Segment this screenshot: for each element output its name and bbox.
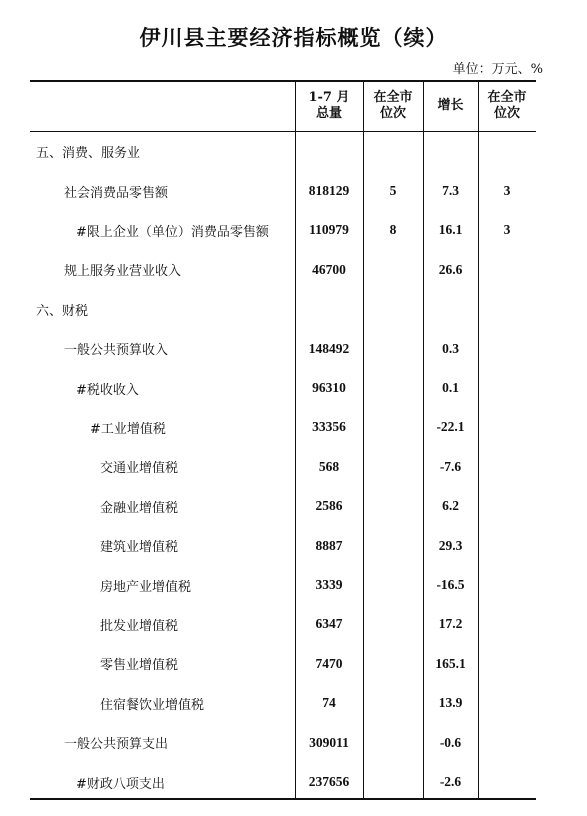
cell-growth: 0.1 bbox=[442, 380, 459, 396]
cell-growth: -2.6 bbox=[439, 774, 462, 790]
cell-rank-2 bbox=[478, 290, 536, 329]
cell-rank-2 bbox=[478, 644, 536, 683]
header-rank-1-line1: 在全市 bbox=[373, 90, 413, 105]
table-row bbox=[30, 290, 536, 329]
cell-total: 818129 bbox=[308, 183, 350, 199]
table-row bbox=[30, 684, 536, 723]
cell-rank-1: 5 bbox=[389, 183, 397, 199]
cell-rank-2 bbox=[478, 684, 536, 723]
table-row bbox=[30, 368, 536, 407]
cell-rank-2: 3 bbox=[503, 222, 511, 238]
table-row bbox=[30, 565, 536, 604]
row-label: 零售业增值税 bbox=[100, 658, 179, 674]
cell-growth: 6.2 bbox=[442, 498, 459, 514]
header-rank-2-line2: 位次 bbox=[493, 106, 520, 121]
cell-rank-2 bbox=[478, 565, 536, 604]
table-row bbox=[30, 408, 536, 447]
row-label: 一般公共预算收入 bbox=[64, 343, 169, 359]
row-label: 规上服务业营业收入 bbox=[64, 264, 182, 280]
indicator-table bbox=[30, 80, 536, 800]
table-row bbox=[30, 171, 536, 210]
cell-rank-2 bbox=[478, 132, 536, 171]
page-title: 伊川县主要经济指标概览（续） bbox=[139, 25, 448, 50]
cell-growth: 165.1 bbox=[435, 655, 466, 671]
cell-rank-2 bbox=[478, 447, 536, 486]
row-label: 社会消费品零售额 bbox=[64, 185, 169, 201]
cell-rank-2 bbox=[478, 408, 536, 447]
cell-rank-2 bbox=[478, 487, 536, 526]
row-label: 房地产业增值税 bbox=[100, 579, 192, 595]
cell-total: 2586 bbox=[315, 498, 343, 514]
cell-total: 33356 bbox=[312, 419, 346, 435]
row-label: 金融业增值税 bbox=[100, 500, 179, 516]
cell-rank-2 bbox=[478, 526, 536, 565]
row-label: 批发业增值税 bbox=[100, 618, 179, 634]
table-row bbox=[30, 132, 536, 171]
cell-rank-2 bbox=[478, 605, 536, 644]
cell-growth: -22.1 bbox=[436, 419, 465, 435]
cell-rank-1: 8 bbox=[389, 222, 397, 238]
cell-rank-2 bbox=[478, 250, 536, 289]
cell-growth bbox=[423, 290, 478, 329]
cell-growth: 17.2 bbox=[438, 616, 463, 632]
header-rank-2 bbox=[478, 82, 536, 130]
row-label: #限上企业（单位）消费品零售额 bbox=[76, 224, 269, 240]
row-label: 五、消费、服务业 bbox=[36, 146, 141, 162]
cell-rank-2 bbox=[478, 723, 536, 762]
cell-total: 96310 bbox=[312, 380, 346, 396]
cell-growth: -0.6 bbox=[439, 734, 462, 750]
cell-growth: -7.6 bbox=[439, 458, 462, 474]
header-growth-label: 增长 bbox=[437, 98, 464, 113]
cell-rank-1 bbox=[363, 487, 423, 526]
cell-growth bbox=[423, 132, 478, 171]
header-total-line1: 1-7 月 bbox=[308, 90, 350, 105]
table-row bbox=[30, 723, 536, 762]
row-label: #财政八项支出 bbox=[76, 776, 165, 792]
cell-rank-1 bbox=[363, 526, 423, 565]
cell-rank-1 bbox=[363, 565, 423, 604]
cell-rank-1 bbox=[363, 250, 423, 289]
cell-rank-1 bbox=[363, 605, 423, 644]
cell-growth: 16.1 bbox=[438, 222, 463, 238]
cell-rank-1 bbox=[363, 132, 423, 171]
header-total-line2: 总量 bbox=[315, 106, 342, 121]
cell-rank-1 bbox=[363, 644, 423, 683]
cell-total bbox=[295, 290, 363, 329]
cell-total: 110979 bbox=[309, 222, 349, 238]
cell-growth: 26.6 bbox=[438, 261, 463, 277]
cell-total bbox=[295, 132, 363, 171]
cell-total: 568 bbox=[318, 458, 340, 474]
cell-growth: 7.3 bbox=[442, 183, 459, 199]
cell-growth: 0.3 bbox=[442, 340, 459, 356]
cell-rank-1 bbox=[363, 368, 423, 407]
row-label: 建筑业增值税 bbox=[100, 540, 179, 556]
cell-total: 74 bbox=[322, 695, 336, 711]
row-label: 一般公共预算支出 bbox=[64, 737, 169, 753]
row-label: #工业增值税 bbox=[90, 421, 166, 437]
cell-total: 237656 bbox=[308, 774, 350, 790]
table-row bbox=[30, 644, 536, 683]
cell-rank-2 bbox=[478, 368, 536, 407]
header-growth bbox=[423, 82, 478, 130]
cell-total: 6347 bbox=[315, 616, 343, 632]
header-rank-1-line2: 位次 bbox=[379, 106, 406, 121]
table-row bbox=[30, 447, 536, 486]
cell-total: 7470 bbox=[315, 655, 343, 671]
cell-rank-1 bbox=[363, 762, 423, 801]
row-label: 住宿餐饮业增值税 bbox=[100, 697, 205, 713]
cell-total: 46700 bbox=[312, 261, 346, 277]
row-label: 六、财税 bbox=[36, 303, 89, 319]
row-label: #税收收入 bbox=[76, 382, 139, 398]
table-row bbox=[30, 605, 536, 644]
table-row bbox=[30, 211, 536, 250]
cell-rank-2 bbox=[478, 329, 536, 368]
cell-rank-2 bbox=[478, 762, 536, 801]
cell-growth: 29.3 bbox=[438, 537, 463, 553]
cell-rank-1 bbox=[363, 684, 423, 723]
cell-total: 148492 bbox=[308, 340, 350, 356]
table-row bbox=[30, 329, 536, 368]
cell-rank-1 bbox=[363, 447, 423, 486]
header-total bbox=[295, 82, 363, 130]
cell-rank-1 bbox=[363, 408, 423, 447]
cell-rank-2: 3 bbox=[503, 183, 511, 199]
unit-note: 单位：万元、% bbox=[452, 62, 543, 77]
cell-rank-1 bbox=[363, 290, 423, 329]
header-rank-1 bbox=[363, 82, 423, 130]
table-row bbox=[30, 762, 536, 801]
table-row bbox=[30, 250, 536, 289]
cell-rank-1 bbox=[363, 329, 423, 368]
cell-total: 8887 bbox=[315, 537, 343, 553]
cell-growth: 13.9 bbox=[438, 695, 463, 711]
cell-total: 3339 bbox=[315, 577, 343, 593]
cell-total: 309011 bbox=[309, 734, 349, 750]
table-row bbox=[30, 526, 536, 565]
header-rank-2-line1: 在全市 bbox=[487, 90, 527, 105]
cell-growth: -16.5 bbox=[436, 577, 465, 593]
table-row bbox=[30, 487, 536, 526]
cell-rank-1 bbox=[363, 723, 423, 762]
row-label: 交通业增值税 bbox=[100, 461, 179, 477]
